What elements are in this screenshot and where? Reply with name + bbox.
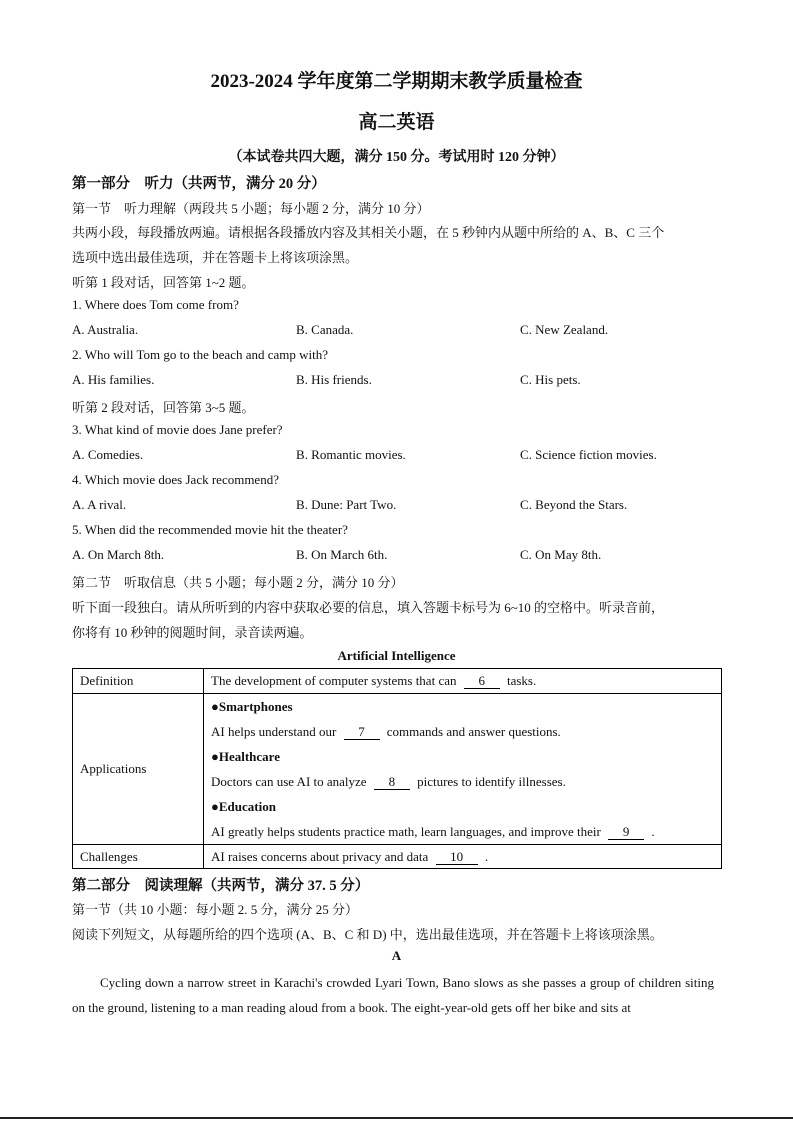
- option-a: A. A rival.: [72, 497, 127, 512]
- healthcare-heading: Healthcare: [218, 749, 280, 764]
- challenges-text: AI raises concerns about privacy and data: [211, 848, 429, 864]
- healthcare-text: Doctors can use AI to analyze: [211, 774, 367, 789]
- question-stem: 1. Where does Tom come from?: [72, 297, 239, 312]
- exam-note: （本试卷共四大题，满分 150 分。考试用时 120 分钟）: [228, 150, 565, 165]
- option-b: B. Canada.: [296, 322, 354, 337]
- blank-9: 9: [608, 825, 644, 840]
- education-text: AI greatly helps students practice math, learn languages, and improve their: [211, 824, 601, 839]
- instruction-line: 你将有 10 秒钟的阅题时间，录音读两遍。: [72, 625, 313, 640]
- instruction-line: 听下面一段独白。请从所听到的内容中获取必要的信息，填入答题卡标号为 6~10 的空格中。听录音前，: [72, 600, 665, 615]
- option-c: C. His pets.: [520, 372, 581, 387]
- definition-text-end: tasks.: [506, 673, 537, 688]
- option-a: A. Australia.: [72, 322, 139, 337]
- page-bottom-rule: [0, 1117, 793, 1119]
- option-a: A. On March 8th.: [72, 547, 165, 562]
- table-row: [73, 845, 722, 869]
- reading-instruction: 阅读下列短文，从每题所给的四个选项 (A、B、C 和 D) 中，选出最佳选项，并在答题卡上将该项涂黑。: [72, 927, 663, 942]
- question-stem: 3. What kind of movie does Jane prefer?: [72, 422, 283, 437]
- instruction-line: 共两小段，每段播放两遍。请根据各段播放内容及其相关小题，在 5 秒钟内从题中所给的 A、B、C 三个: [72, 225, 665, 240]
- dialog-intro: 听第 2 段对话，回答第 3~5 题。: [72, 400, 255, 415]
- question-stem: 4. Which movie does Jack recommend?: [72, 472, 279, 487]
- blank-10: 10: [436, 850, 478, 865]
- applications-label: Applications: [73, 694, 204, 845]
- definition-label: Definition: [73, 669, 204, 694]
- smartphones-text: AI helps understand our: [211, 724, 337, 739]
- challenges-cell: [204, 845, 722, 869]
- passage-label: A: [391, 948, 402, 963]
- option-c: C. Science fiction movies.: [520, 447, 657, 462]
- table-row: [73, 669, 722, 694]
- exam-title: 2023-2024 学年度第二学期期末教学质量检查: [210, 71, 583, 92]
- education-heading: Education: [218, 799, 276, 814]
- table-row: [73, 694, 722, 845]
- ai-table: [72, 668, 722, 869]
- subject-title: 高二英语: [358, 112, 435, 133]
- option-b: B. Dune: Part Two.: [296, 497, 397, 512]
- bullet-icon: ●: [211, 799, 219, 814]
- table-caption: Artificial Intelligence: [337, 648, 456, 663]
- passage-paragraph: Cycling down a narrow street in Karachi's crowded Lyari Town, Bano slows as she passes a group of children siting on the ground, listening to a man reading aloud from a book. The eight-year-old gets off her bike and sits at: [72, 975, 714, 1015]
- reading-section1-heading: 第一节（共 10 小题：每小题 2. 5 分，满分 25 分）: [72, 902, 359, 917]
- bullet-icon: ●: [211, 749, 219, 764]
- blank-7: 7: [344, 725, 380, 740]
- applications-cell: [204, 694, 722, 845]
- challenges-text-end: .: [484, 848, 489, 864]
- healthcare-text-end: pictures to identify illnesses.: [417, 774, 566, 789]
- part1-heading: 第一部分 听力（共两节，满分 20 分）: [72, 176, 326, 192]
- option-a: A. His families.: [72, 372, 155, 387]
- challenges-label: Challenges: [73, 845, 204, 869]
- option-a: A. Comedies.: [72, 447, 144, 462]
- option-b: B. On March 6th.: [296, 547, 388, 562]
- dialog-intro: 听第 1 段对话，回答第 1~2 题。: [72, 275, 255, 290]
- bullet-icon: ●: [211, 699, 219, 714]
- option-b: B. Romantic movies.: [296, 447, 406, 462]
- option-b: B. His friends.: [296, 372, 372, 387]
- instruction-line: 选项中选出最佳选项，并在答题卡上将该项涂黑。: [72, 250, 359, 265]
- section2-heading: 第二节 听取信息（共 5 小题；每小题 2 分，满分 10 分）: [72, 575, 404, 590]
- definition-text: The development of computer systems that can: [211, 673, 457, 688]
- section1-heading: 第一节 听力理解（两段共 5 小题；每小题 2 分，满分 10 分）: [72, 201, 430, 216]
- education-text-end: .: [651, 824, 655, 839]
- option-c: C. New Zealand.: [520, 322, 609, 337]
- blank-8: 8: [374, 775, 410, 790]
- smartphones-text-end: commands and answer questions.: [386, 724, 561, 739]
- question-stem: 2. Who will Tom go to the beach and camp with?: [72, 347, 329, 362]
- question-stem: 5. When did the recommended movie hit the theater?: [72, 522, 348, 537]
- blank-6: 6: [464, 674, 500, 689]
- definition-cell: [204, 669, 722, 694]
- option-c: C. On May 8th.: [520, 547, 602, 562]
- option-c: C. Beyond the Stars.: [520, 497, 628, 512]
- smartphones-heading: Smartphones: [218, 699, 293, 714]
- part2-heading: 第二部分 阅读理解（共两节，满分 37. 5 分）: [72, 878, 370, 894]
